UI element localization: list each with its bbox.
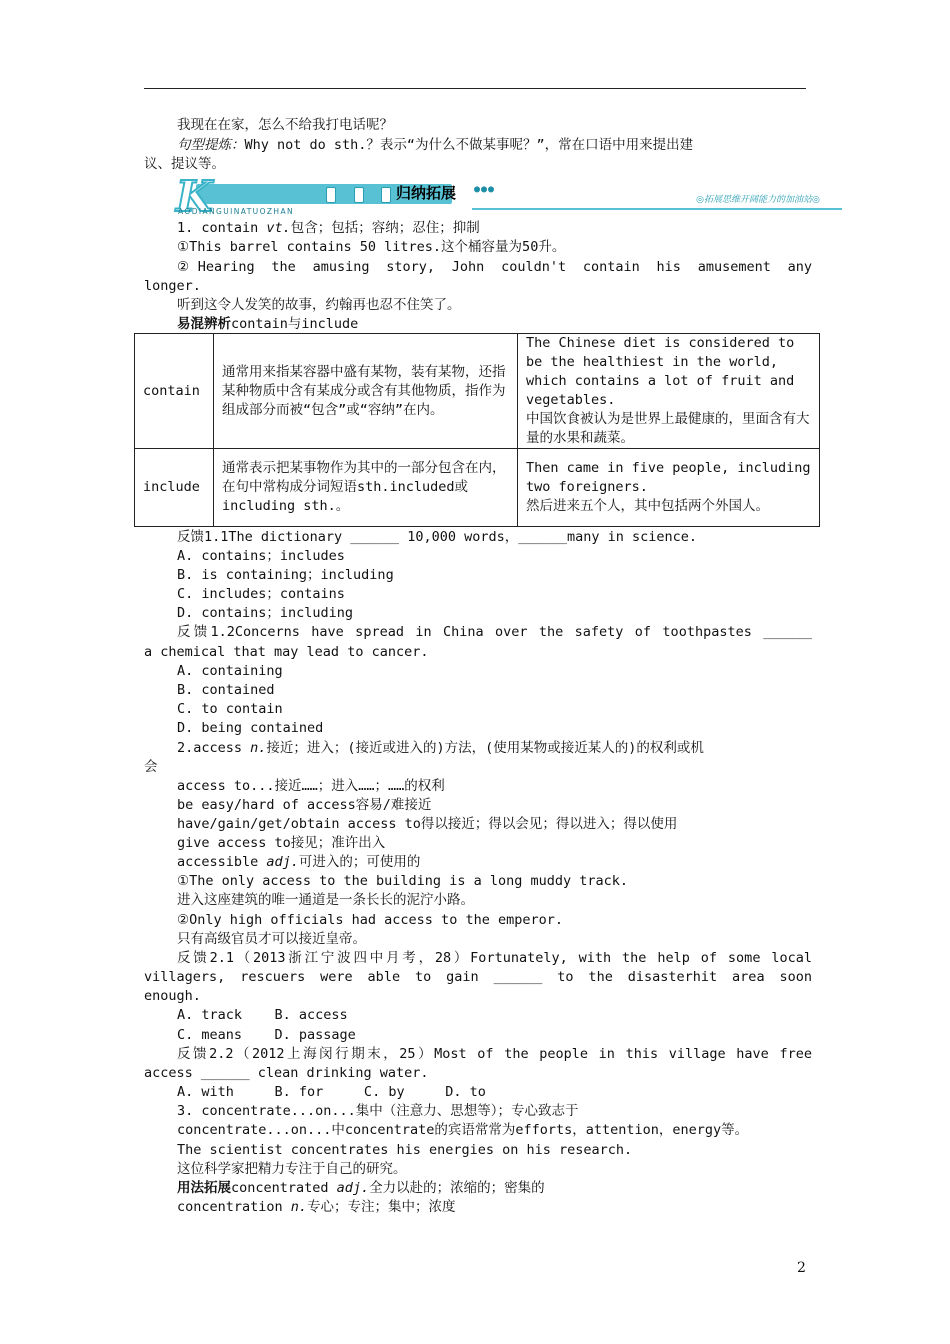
banner-title: 归纳拓展: [396, 184, 457, 202]
table-cell-example: Then came in five people, including two foreigners. 然后进来五个人，其中包括两个外国人。: [518, 449, 820, 527]
text-line: B. contained: [177, 682, 275, 698]
text-line: 易混辨析contain与include: [177, 316, 359, 332]
text-line: C. includes；contains: [177, 586, 345, 602]
banner-pin: [326, 187, 336, 203]
table-row: [135, 449, 820, 527]
banner-pin: [381, 187, 391, 203]
text-line: A. containing: [177, 663, 283, 679]
text-line: ②Only high officials had access to the emperor.: [177, 912, 563, 928]
text-line: accessible adj.可进入的；可使用的: [177, 854, 421, 870]
section-banner: [176, 172, 846, 221]
text-line: concentrate...on...中concentrate的宾语常常为efforts，attention，energy等。: [177, 1122, 749, 1138]
text-line: D. contains；including: [177, 605, 354, 621]
table-row: [135, 334, 820, 449]
text-line: 只有高级官员才可以接近皇帝。: [177, 931, 366, 947]
text-line: access to...接近……；进入……；……的权利: [177, 778, 445, 794]
header-rule: [144, 88, 806, 89]
text-line: longer.: [144, 278, 201, 294]
text-line: The scientist concentrates his energies on his research.: [177, 1142, 633, 1158]
text-line: villagers, rescuers were able to gain ______ to the disasterhit area soon: [144, 969, 812, 985]
text-line: 反馈1.2Concerns have spread in China over the safety of toothpastes ______: [177, 624, 812, 640]
text-line: ①The only access to the building is a long muddy track.: [177, 873, 628, 889]
text-line: 进入这座建筑的唯一通道是一条长长的泥泞小路。: [177, 892, 474, 908]
text-line: a chemical that may lead to cancer.: [144, 644, 429, 660]
text-line: concentration n.专心；专注；集中；浓度: [177, 1199, 456, 1215]
comparison-table: [134, 333, 820, 527]
banner-dots: ●●●: [474, 184, 496, 195]
text-line: 我现在在家，怎么不给我打电话呢？: [177, 117, 393, 133]
text-line: 用法拓展concentrated adj.全力以赴的；浓缩的；密集的: [177, 1180, 545, 1196]
text-line: 1. contain vt.包含；包括；容纳；忍住；抑制: [177, 220, 480, 236]
table-cell-word: include: [135, 449, 214, 527]
table-cell-desc: 通常表示把某事物作为其中的一部分包含在内，在句中常构成分词短语sth.included或including sth.。: [214, 449, 518, 527]
text-line: 听到这令人发笑的故事，约翰再也忍不住笑了。: [177, 297, 461, 313]
text-line: 反馈2.2（2012上海闵行期末，25）Most of the people in this village have free: [177, 1046, 812, 1062]
page-number: 2: [797, 1260, 806, 1276]
table-cell-desc: 通常用来指某容器中盛有某物，装有某物，还指某种物质中含有某成分或含有其他物质，指作为组成部分而被“包含”或“容纳”在内。: [214, 334, 518, 449]
text-line: 3. concentrate...on...集中（注意力、思想等）；专心致志于: [177, 1103, 579, 1119]
banner-pinyin: AODIANGUINATUOZHAN: [178, 207, 294, 216]
text-line: access ______ clean drinking water.: [144, 1065, 429, 1081]
text-line: C. to contain: [177, 701, 283, 717]
banner-letter: K: [176, 172, 213, 221]
text-line: be easy/hard of access容易/难接近: [177, 797, 432, 813]
text-line: D. being contained: [177, 720, 324, 736]
text-line: give access to接见；准许出入: [177, 835, 386, 851]
text-line: 反馈1.1The dictionary ______ 10,000 words，______many in science.: [177, 529, 698, 545]
text-line: 议、提议等。: [144, 156, 225, 172]
banner-rule: [472, 208, 842, 210]
text-line: 会: [144, 759, 158, 775]
text-line: A. contains；includes: [177, 548, 345, 564]
text-line: 2.access n.接近；进入；(接近或进入的)方法，(使用某物或接近某人的)的权利或机: [177, 740, 704, 756]
text-line: have/gain/get/obtain access to得以接近；得以会见；得以进入；得以使用: [177, 816, 678, 832]
text-line: A. with B. for C. by D. to: [177, 1084, 486, 1100]
text-line: 反馈2.1（2013浙江宁波四中月考，28）Fortunately, with the help of some local: [177, 950, 812, 966]
banner-pin: [354, 187, 364, 203]
text-line: ①This barrel contains 50 litres.这个桶容量为50升。: [177, 239, 566, 255]
table-cell-example: The Chinese diet is considered to be the healthiest in the world, which contains a lot of fruit and vegetables. 中国饮食被认为是世界上最健康的，里面含有大量的水果和蔬菜。: [518, 334, 820, 449]
text-line: 这位科学家把精力专注于自己的研究。: [177, 1161, 407, 1177]
text-line: 句型提炼：Why not do sth.？表示“为什么不做某事呢？”，常在口语中用来提出建: [177, 137, 694, 153]
table-cell-word: contain: [135, 334, 214, 449]
text-line: ②Hearing the amusing story, John couldn't contain his amusement any: [177, 259, 812, 275]
text-line: B. is containing；including: [177, 567, 394, 583]
text-line: C. means D. passage: [177, 1027, 356, 1043]
text-line: A. track B. access: [177, 1007, 348, 1023]
text-line: enough.: [144, 988, 201, 1004]
banner-tagline: ◎拓展思维开阔能力的加油站◎: [696, 195, 820, 205]
